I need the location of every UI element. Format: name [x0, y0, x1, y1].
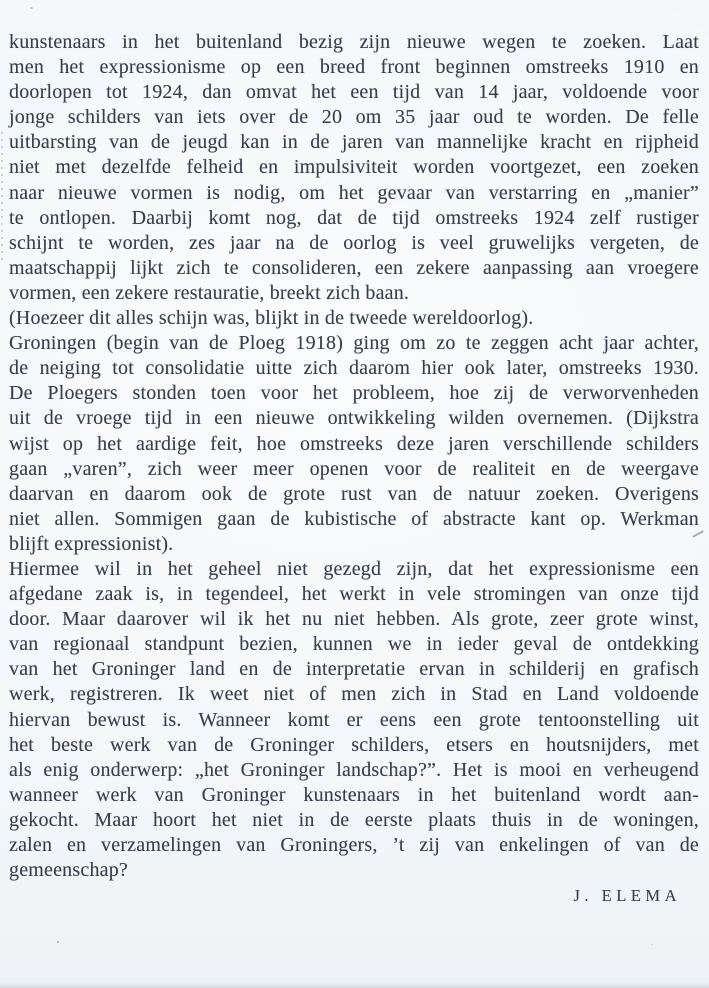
text-line: jonge schilders van iets over de 20 om 35 jaar oud te worden. De felle — [9, 106, 699, 129]
text-line: gemeenschap? — [9, 859, 129, 882]
text-line: als enig onderwerp: „het Groninger landschap?”. Het is mooi en verheugend — [9, 758, 699, 781]
text-line: blijft expressionist). — [9, 532, 174, 555]
body-text — [9, 30, 699, 883]
text-line: uitbarsting van de jeugd kan in de jaren van mannelijke kracht en rijpheid — [9, 131, 699, 154]
text-line: (Hoezeer dit alles schijn was, blijkt in de tweede wereldoorlog). — [9, 307, 534, 330]
text-line: vormen, een zekere restauratie, breekt zich baan. — [9, 281, 410, 304]
text-line: naar nieuwe vormen is nodig, om het gevaar van verstarring en „manier” — [9, 181, 699, 204]
text-line: door. Maar daarover wil ik het nu niet hebben. Als grote, zeer grote winst, — [9, 608, 699, 631]
signature: J. ELEMA — [573, 886, 681, 905]
text-line: doorlopen tot 1924, dan omvat het een tijd van 14 jaar, voldoende voor — [9, 81, 699, 104]
paragraph — [9, 30, 699, 306]
text-line: gaan „varen”, zich weer meer openen voor de realiteit en de weergave — [9, 457, 699, 480]
text-line: De Ploegers stonden toen voor het probleem, hoe zij de verworvenheden — [9, 382, 699, 405]
text-line: niet allen. Sommigen gaan de kubistische of abstracte kant op. Werkman — [9, 507, 699, 530]
paragraph — [9, 331, 699, 557]
text-line: gekocht. Maar hoort het niet in de eerste plaats thuis in de woningen, — [9, 808, 699, 831]
text-line: van regionaal standpunt bezien, kunnen we in ieder geval de ontdekking — [9, 633, 699, 656]
text-line: wijst op het aardige feit, hoe omstreeks deze jaren verschillende schilders — [9, 432, 699, 455]
text-line: Groningen (begin van de Ploeg 1918) ging om zo te zeggen acht jaar achter, — [9, 332, 699, 355]
text-line: men het expressionisme op een breed front beginnen omstreeks 1910 en — [9, 56, 699, 79]
text-line: niet met dezelfde felheid en impulsiviteit worden voortgezet, een zoeken — [9, 156, 699, 179]
text-line: afgedane zaak is, in tegendeel, het werkt in vele stromingen van onze tijd — [9, 583, 699, 606]
text-line: te ontlopen. Daarbij komt nog, dat de tijd omstreeks 1924 zelf rustiger — [9, 206, 699, 229]
text-line: Hiermee wil in het geheel niet gezegd zijn, dat het expressionisme een — [9, 557, 699, 580]
text-line: werk, registreren. Ik weet niet of men zich in Stad en Land voldoende — [9, 683, 699, 706]
scan-speck — [651, 944, 653, 945]
scan-speck — [57, 941, 59, 943]
text-line: schijnt te worden, zes jaar na de oorlog is veel gruwelijks vergeten, de — [9, 231, 699, 254]
text-line: zalen en verzamelingen van Groningers, ’t zij van enkelingen of van de — [9, 834, 699, 856]
text-line: daarvan en daarom ook de grote rust van de natuur zoeken. Overigens — [9, 482, 699, 505]
text-line: van het Groninger land en de interpretatie ervan in schilderij en grafisch — [9, 658, 699, 681]
text-line: wanneer werk van Groninger kunstenaars in het buitenland wordt aan- — [9, 783, 699, 806]
text-line: kunstenaars in het buitenland bezig zijn nieuwe wegen te zoeken. Laat — [9, 31, 699, 53]
text-line: uit de vroege tijd in een nieuwe ontwikkeling wilden overnemen. (Dijkstra — [9, 407, 699, 430]
paragraph — [9, 557, 699, 883]
text-line: maatschappij lijkt zich te consolideren, een zekere aanpassing aan vroegere — [9, 256, 699, 279]
scan-edge-artifact — [1, 132, 3, 262]
paragraph — [9, 306, 699, 331]
scan-speck — [30, 7, 33, 9]
text-line: de neiging tot consolidatie uitte zich daarom hier ook later, omstreeks 1930. — [9, 357, 699, 380]
text-line: hiervan bewust is. Wanneer komt er eens een grote tentoonstelling uit — [9, 708, 699, 731]
text-line: het beste werk van de Groninger schilders, etsers en houtsnijders, met — [9, 733, 699, 756]
